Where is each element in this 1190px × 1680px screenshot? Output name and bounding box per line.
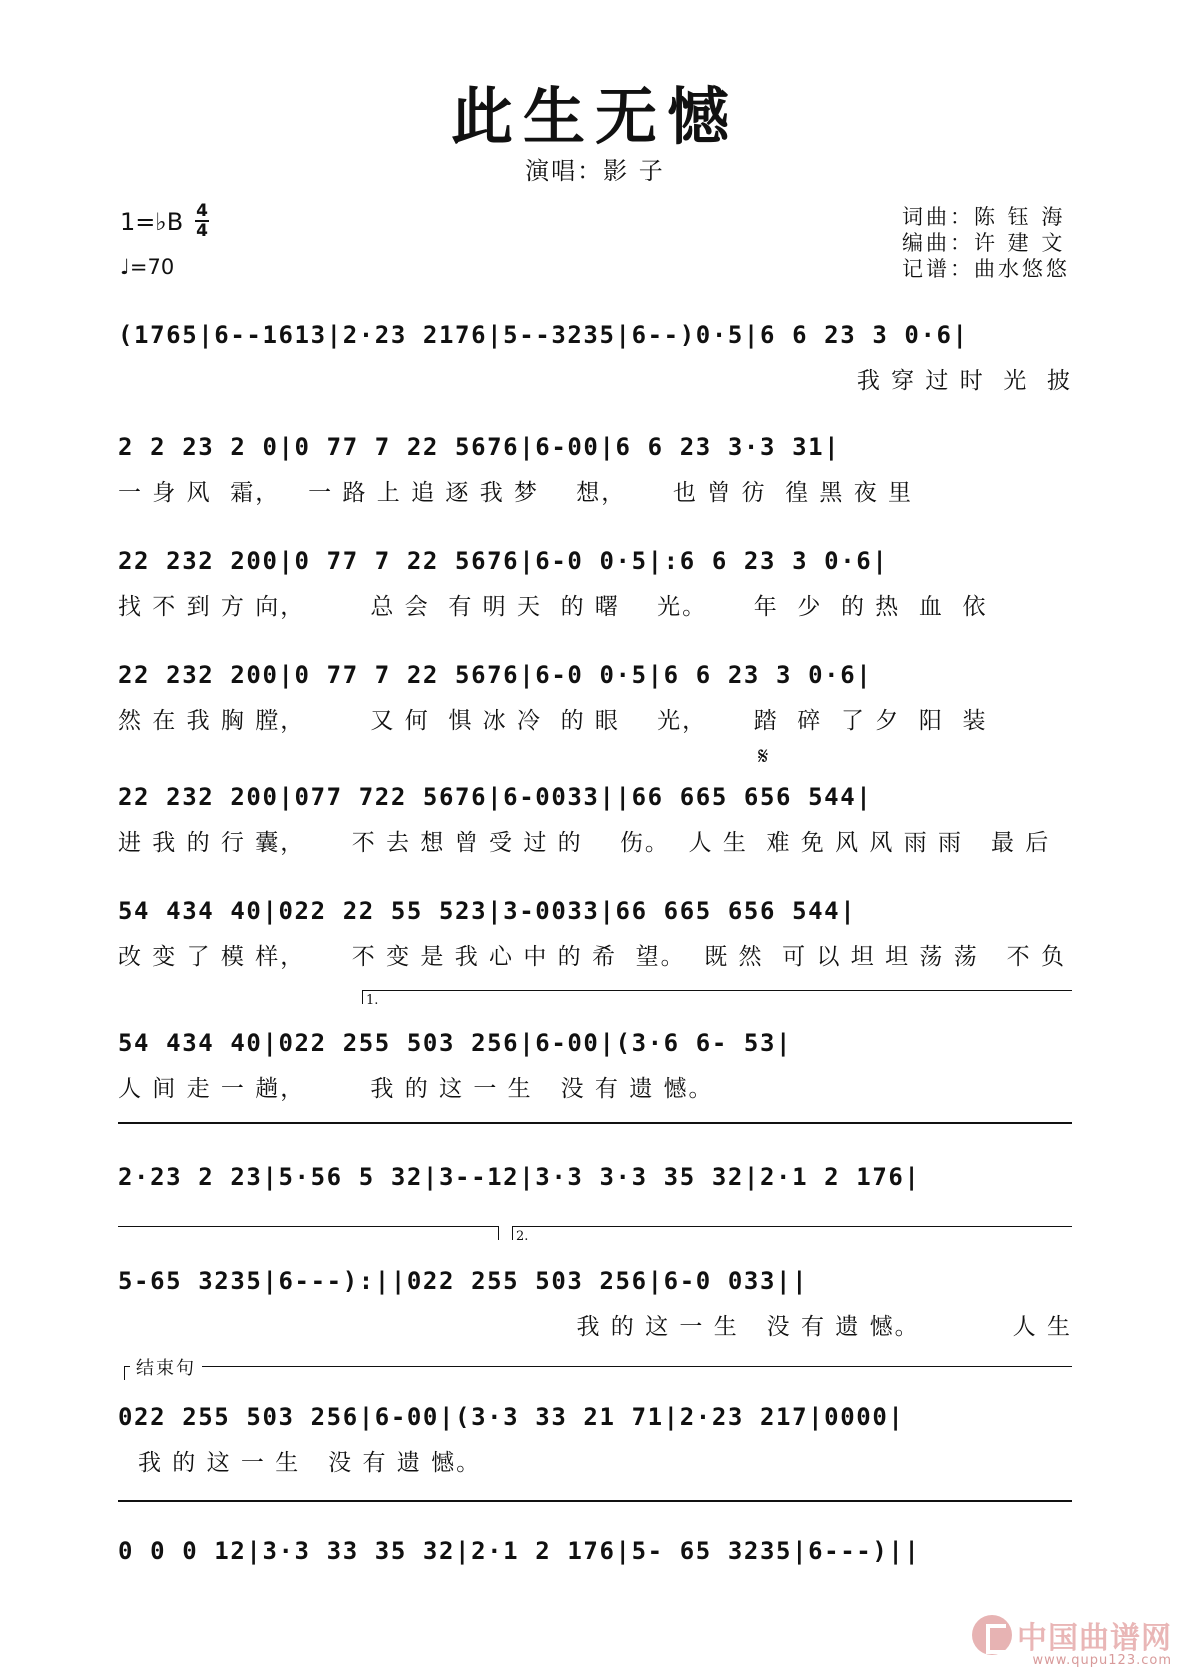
notation-line: 2·23 2 23|5·56 5 32|3--12|3·3 3·3 35 32|2·1 2 176| (118, 1163, 921, 1191)
volta-1-tick (362, 990, 363, 1004)
score-system-4 (118, 658, 1072, 736)
volta-2-tick (512, 1226, 513, 1240)
score-system-7 (118, 1026, 1072, 1104)
lyrics-line: 一 身 风 霜， 一 路 上 追 逐 我 梦 想， 也 曾 彷 徨 黑 夜 里 (118, 480, 914, 506)
transcriber: 记谱：曲水悠悠 (902, 257, 1070, 281)
lyrics-line: 找 不 到 方 向， 总 会 有 明 天 的 曙 光。 年 少 的 热 血 依 (118, 594, 988, 620)
section-rule (118, 1500, 1072, 1502)
notation-line: 22 232 200|077 722 5676|6-0033||66 665 656 544| (118, 783, 873, 811)
volta-1-bracket (362, 990, 1072, 991)
notation-line: 022 255 503 256|6-00|(3·3 33 21 71|2·23 217|0000| (118, 1403, 905, 1431)
watermark (972, 1613, 1172, 1668)
ending-label: 结束句 (130, 1354, 202, 1380)
notation-line: 0 0 0 12|3·3 33 35 32|2·1 2 176|5- 65 3235|6---)|| (118, 1537, 921, 1565)
lyrics-line: 我 穿 过 时 光 披 (856, 368, 1072, 394)
arranger: 编曲：许 建 文 (902, 231, 1066, 255)
notation-line: 2 2 23 2 0|0 77 7 22 5676|6-00|6 6 23 3·3 31| (118, 433, 841, 461)
time-signature (192, 202, 212, 240)
lyricist-composer: 词曲：陈 钰 海 (902, 205, 1066, 229)
section-rule (118, 1122, 1072, 1124)
ending-tick (124, 1366, 125, 1380)
volta-1-label: 1. (366, 993, 379, 1008)
watermark-name: 中国曲谱网 (1017, 1621, 1172, 1656)
notation-line: 22 232 200|0 77 7 22 5676|6-0 0·5|6 6 23 3 0·6| (118, 661, 873, 689)
site-logo-icon (972, 1615, 1012, 1655)
watermark-url: www.qupu123.com (1032, 1653, 1172, 1668)
singer-credit: 演唱：影 子 (525, 157, 665, 185)
key-signature: 1=♭B (120, 208, 184, 236)
segno-mark: 𝄋 (758, 742, 769, 770)
score-system-9 (118, 1264, 1072, 1342)
time-signature-bottom: 4 (196, 221, 208, 241)
volta-2-bracket (512, 1226, 1072, 1227)
score-system-1 (118, 318, 1072, 396)
lyrics-line: 改 变 了 模 样， 不 变 是 我 心 中 的 希 望。 既 然 可 以 坦 坦 荡 荡 不 负 (118, 944, 1066, 970)
credits-block (902, 204, 1070, 282)
ending-bracket (124, 1366, 1072, 1367)
song-title: 此生无憾 (450, 80, 739, 153)
lyrics-line: 我 的 这 一 生 没 有 遗 憾。 (138, 1450, 482, 1476)
score-system-2 (118, 430, 1072, 508)
score-system-8 (118, 1160, 1072, 1194)
volta-1-continuation (118, 1226, 498, 1227)
score-system-3 (118, 544, 1072, 622)
volta-2-label: 2. (516, 1229, 529, 1244)
lyrics-line: 人 间 走 一 趟， 我 的 这 一 生 没 有 遗 憾。 (118, 1076, 714, 1102)
score-system-5 (118, 780, 1072, 858)
lyrics-line: 进 我 的 行 囊， 不 去 想 曾 受 过 的 伤。 人 生 难 免 风 风 雨 雨 最 后 (118, 830, 1051, 856)
score-system-6 (118, 894, 1072, 972)
notation-line: 54 434 40|022 255 503 256|6-00|(3·6 6- 53| (118, 1029, 793, 1057)
lyrics-line: 然 在 我 胸 膛， 又 何 惧 冰 冷 的 眼 光， 踏 碎 了 夕 阳 装 (118, 708, 988, 734)
notation-line: 5-65 3235|6---):||022 255 503 256|6-0 033|| (118, 1267, 809, 1295)
score-system-11 (118, 1534, 1072, 1568)
tempo-mark: ♩=70 (120, 255, 175, 279)
notation-line: 22 232 200|0 77 7 22 5676|6-0 0·5|:6 6 23 3 0·6| (118, 547, 889, 575)
volta-1-end-tick (498, 1226, 499, 1240)
notation-line: 54 434 40|022 22 55 523|3-0033|66 665 656 544| (118, 897, 857, 925)
time-signature-top: 4 (196, 201, 208, 221)
score-system-10 (118, 1400, 1072, 1478)
lyrics-line: 我 的 这 一 生 没 有 遗 憾。 人 生 (576, 1314, 1072, 1340)
notation-line: (1765|6--1613|2·23 2176|5--3235|6--)0·5|6 6 23 3 0·6| (118, 321, 969, 349)
